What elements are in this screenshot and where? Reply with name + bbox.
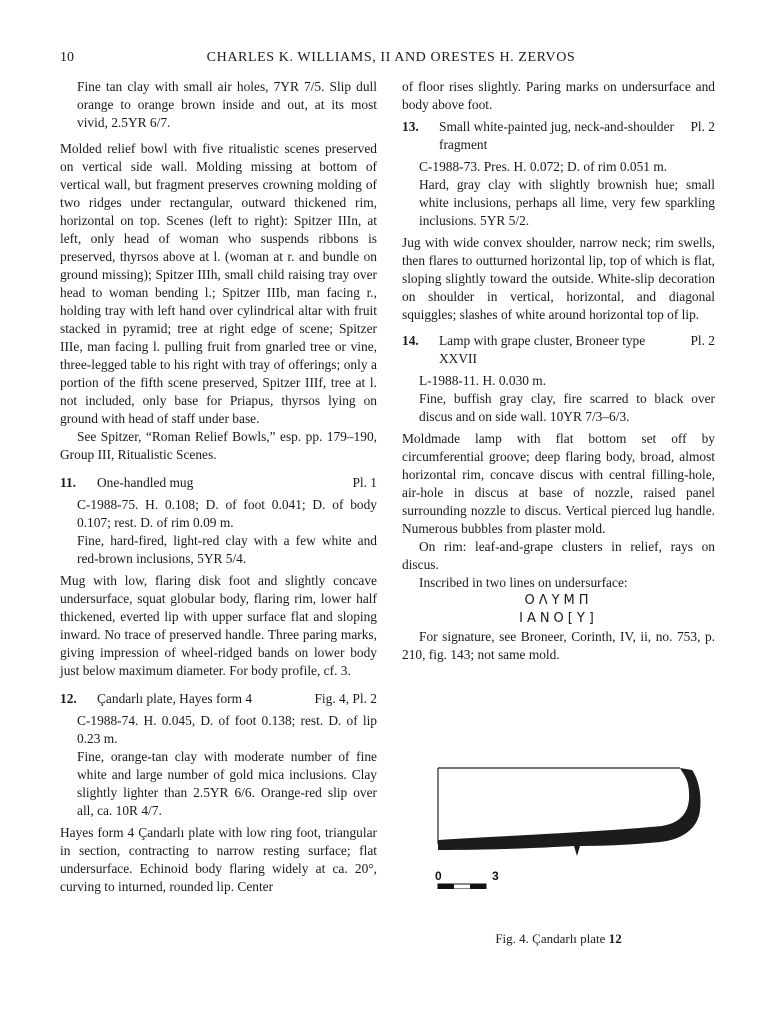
figure-caption [402, 931, 715, 947]
continued-text: of floor rises slightly. Paring marks on undersurface and body above foot. [402, 79, 715, 112]
entry-fabric: Fine, hard-fired, light-red clay with a few white and red-brown inclusions, 5YR 5/4. [77, 533, 377, 566]
rim-decoration: On rim: leaf-and-grape clusters in relief, rays on discus. [402, 539, 715, 572]
scale-bar-segment [470, 884, 486, 889]
entry-description: Jug with wide convex shoulder, narrow neck; rim swells, then flares to outturned horizontal lip, top of which is flat, sloping slightly toward the outside. White-slip decoration on shoulder in vertical, horizontal, and diagonal squiggles; slashes of white around horizontal top of lip. [402, 235, 715, 322]
catalog-entry-14 [402, 332, 715, 368]
plate-section-profile [438, 768, 701, 856]
entry-title: Lamp with grape cluster, Broneer type XXVII [439, 333, 646, 366]
entry-number: 11. [60, 475, 76, 490]
entry-dimensions: L-1988-11. H. 0.030 m. [419, 373, 547, 388]
catalog-entry-11 [60, 474, 377, 492]
catalog-entry-13 [402, 118, 715, 154]
entry-fabric: Hard, gray clay with slightly brownish hue; small white inclusions, perhaps all lime, very few sparkling inclusions. 5YR 5/2. [419, 177, 715, 228]
catalog-entry-12 [60, 690, 377, 708]
entry-plate: Fig. 4, Pl. 2 [314, 691, 377, 706]
entry-plate: Pl. 2 [690, 119, 715, 134]
fabric-description: Fine tan clay with small air holes, 7YR 7/5. Slip dull orange to orange brown inside and out, at its most vivid, 2.5YR 6/7. [77, 79, 377, 130]
scale-label-start: 0 [435, 869, 442, 883]
caption-text: Fig. 4. Çandarlı plate [495, 931, 606, 946]
right-column [402, 78, 715, 664]
entry-plate: Pl. 1 [352, 475, 377, 490]
inscription-line-2: ΙΑΝΟ[Υ] [519, 611, 598, 626]
entry-number: 12. [60, 691, 77, 706]
bowl-reference: See Spitzer, “Roman Relief Bowls,” esp. pp. 179–190, Group III, Ritualistic Scenes. [60, 429, 377, 462]
entry-title: One-handled mug [97, 475, 194, 490]
inscription-line-1: ΟΛΥΜΠ [524, 593, 593, 608]
entry-dimensions: C-1988-74. H. 0.045, D. of foot 0.138; rest. D. of lip 0.23 m. [77, 713, 377, 746]
entry-title: Small white-painted jug, neck-and-shoulder fragment [439, 119, 675, 152]
entry-number: 14. [402, 333, 419, 348]
inscription-intro: Inscribed in two lines on undersurface: [419, 575, 628, 590]
entry-description: Moldmade lamp with flat bottom set off by circumferential groove; deep flaring body, broad, almost horizontal rim, concave discus with central filling-hole, air-hole in discus at base of nozzle, raised panel surrounding nozzle to discus. Vertical pierced lug handle. Numerous bubbles from plaster mold. [402, 431, 715, 536]
entry-fabric: Fine, orange-tan clay with moderate number of fine white and large number of gold mica inclusions. Clay slightly lighter than 2.5YR 6/6. Orange-red slip over all, ca. 10R 4/7. [77, 749, 377, 818]
entry-title: Çandarlı plate, Hayes form 4 [97, 691, 253, 706]
scale-bar-segment [438, 884, 454, 889]
entry-number: 13. [402, 119, 419, 134]
plate-profile-drawing [430, 764, 705, 889]
caption-number: 12 [608, 931, 622, 946]
left-column [60, 78, 377, 896]
signature-reference: For signature, see Broneer, Corinth, IV, ii, no. 753, p. 210, fig. 143; not same mold. [402, 629, 715, 662]
entry-plate: Pl. 2 [690, 333, 715, 348]
page-number: 10 [60, 50, 74, 65]
plate-profile-figure [430, 764, 705, 889]
bowl-description: Molded relief bowl with five ritualistic scenes preserved on vertical side wall. Molding missing at bottom of vertical wall, but fragment preserves crowning molding of two ridges under rectangular, outward thickened rim, horizontal on top. Scenes (left to right): Spitzer IIIn, at left, only head of woman who suspends ribbons is preserved, thyrsos above at l. (woman at r. and bundle on ground missing); Spitzer IIIh, small child raising tray over head to woman bending l.; Spitzer IIIb, man facing r., holding tray with left hand over cylindrical altar with fruit stacked in pyramid; tree at right edge of scene; Spitzer IIIe, man facing l. pulling fruit from gnarled tree or vine, three-legged table to his right with tray of offerings; only a portion of the fifth scene preserved, Spitzer IIIf, tree at l. not included, only base for Priapus, thyrsos lying on ground with head of staff under base. [60, 141, 377, 426]
entry-description: Hayes form 4 Çandarlı plate with low ring foot, triangular in section, contracting to narrow resting surface; flat undersurface. Echinoid body flaring widely at ca. 20°, curving to inturned, rounded lip. Center [60, 825, 377, 894]
scale-label-end: 3 [492, 869, 499, 883]
entry-fabric: Fine, buffish gray clay, fire scarred to black over discus and on side wall. 10YR 7/3–6/3. [419, 391, 715, 424]
entry-dimensions: C-1988-75. H. 0.108; D. of foot 0.041; D. of body 0.107; rest. D. of rim 0.09 m. [77, 497, 377, 530]
running-head: CHARLES K. WILLIAMS, II AND ORESTES H. ZERVOS [206, 50, 576, 65]
entry-description: Mug with low, flaring disk foot and slightly concave undersurface, squat globular body, flaring rim, lower half thickened, everted lip with upper surface flat and sloping inward. No trace of preserved handle. Three paring marks, giving impression of wheel-ridged bands on lower body just below maximum diameter. For body profile, cf. 3. [60, 573, 377, 678]
entry-dimensions: C-1988-73. Pres. H. 0.072; D. of rim 0.051 m. [419, 159, 668, 174]
